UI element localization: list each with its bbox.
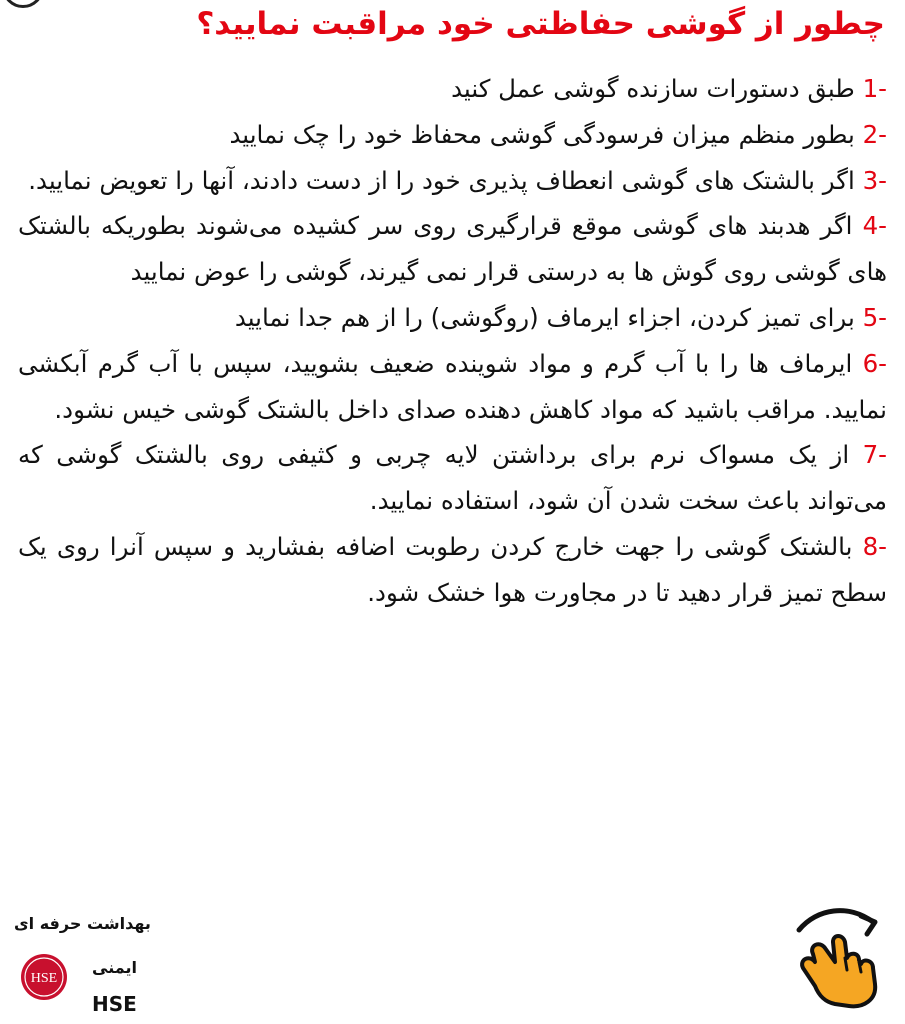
list-item	[18, 158, 887, 204]
item-text: بطور منظم میزان فرسودگی گوشی محفاظ خود را چک نمایید	[229, 119, 863, 149]
item-number: -1	[862, 74, 887, 103]
swipe-hand-icon[interactable]	[783, 902, 887, 1010]
item-number: -8	[862, 531, 887, 561]
item-text: از یک مسواک نرم برای برداشتن لایه چربی و کثیفی روی بالشتک گوشی که می‌تواند باعث سخت شدن آن شود، استفاده نمایید.	[18, 440, 887, 516]
list-item	[18, 66, 887, 112]
item-number: -6	[862, 348, 887, 378]
item-text: اگر بالشتک های گوشی انعطاف پذیری خود را از دست دادند، آنها را تعویض نمایید.	[28, 165, 863, 195]
list-item	[18, 341, 887, 433]
footer-line-occupational-health: بهداشت حرفه ای	[14, 914, 151, 933]
logo-text: HSE	[30, 971, 58, 986]
instruction-list	[18, 66, 887, 616]
item-text: بالشتک گوشی را جهت خارج کردن رطوبت اضافه بفشارید و سپس آنرا روی یک سطح تمیز قرار دهید تا در مجاورت هوا خشک شود.	[18, 531, 887, 607]
item-number: -7	[862, 440, 887, 470]
item-number: -2	[862, 119, 887, 149]
list-item	[18, 432, 887, 524]
page-title: چطور از گوشی حفاظتی خود مراقبت نمایید؟	[196, 6, 885, 42]
item-text: برای تمیز کردن، اجزاء ایرماف (روگوشی) را از هم جدا نمایید	[234, 302, 863, 332]
list-item	[18, 295, 887, 341]
item-number: -3	[862, 165, 887, 195]
list-item	[18, 524, 887, 616]
item-number: -4	[862, 211, 887, 241]
footer-line-safety: ایمنی	[92, 958, 137, 977]
list-item	[18, 112, 887, 158]
item-text: ایرماف ها را با آب گرم و مواد شوینده ضعیف بشویید، سپس با آب گرم آبکشی نمایید. مراقب باشید که مواد کاهش دهنده صدای داخل بالشتک گوشی خیس نشود.	[18, 348, 887, 424]
item-text: اگر هدبند های گوشی موقع قرارگیری روی سر کشیده می‌شوند بطوریکه بالشتک های گوشی روی گوش ها به درستی قرار نمی گیرند، گوشی را عوض نمایید	[18, 211, 887, 287]
item-number: -5	[862, 302, 887, 332]
list-item	[18, 203, 887, 295]
item-text: طبق دستورات سازنده گوشی عمل کنید	[451, 74, 863, 103]
footer-line-hse: HSE	[92, 992, 137, 1016]
hse-logo-icon	[20, 953, 68, 1001]
